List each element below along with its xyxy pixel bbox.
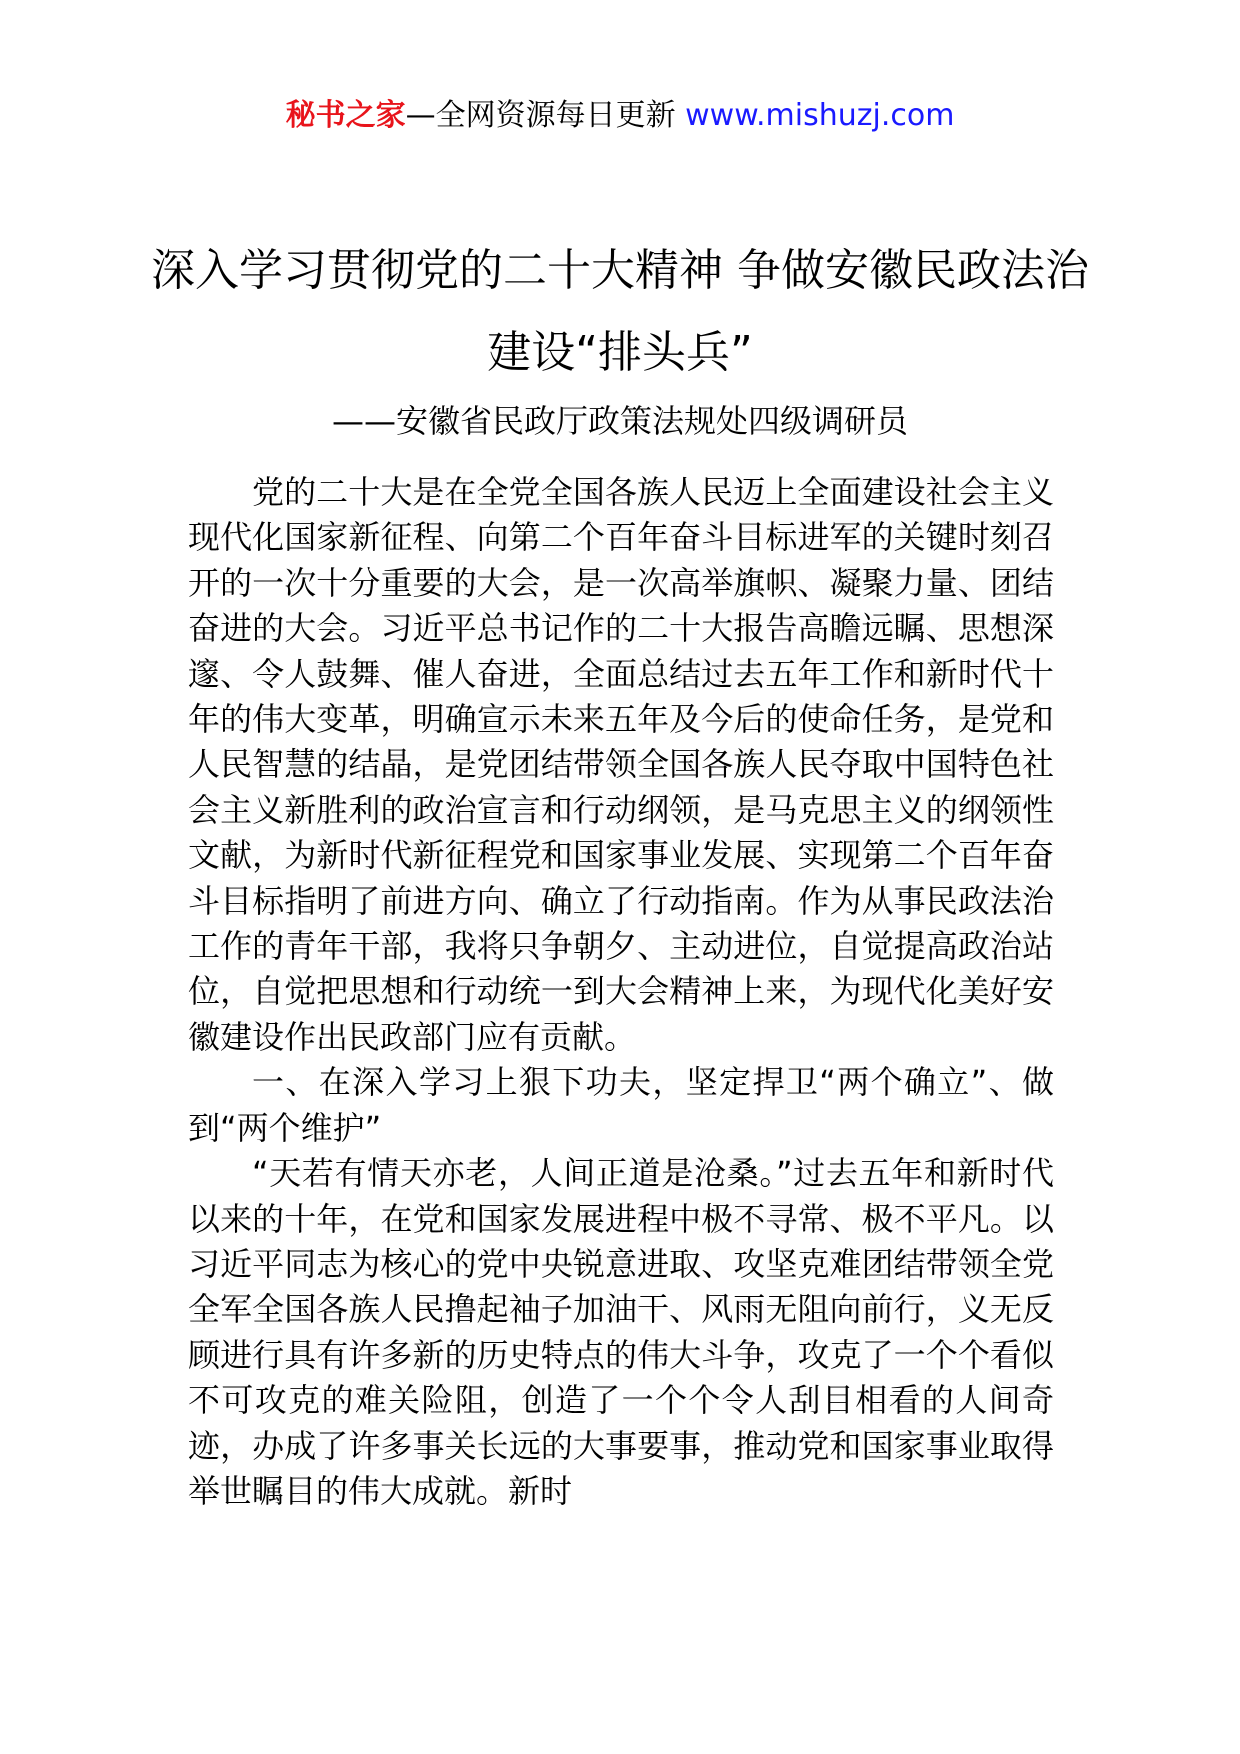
paragraph-intro: 党的二十大是在全党全国各族人民迈上全面建设社会主义现代化国家新征程、向第二个百年奋斗目标进军的关键时刻召开的一次十分重要的大会，是一次高举旗帜、凝聚力量、团结奋进的大会。习近平总书记作的二十大报告高瞻远瞩、思想深邃、令人鼓舞、催人奋进，全面总结过去五年工作和新时代十年的伟大变革，明确宣示未来五年及今后的使命任务，是党和人民智慧的结晶，是党团结带领全国各族人民夺取中国特色社会主义新胜利的政治宣言和行动纲领，是马克思主义的纲领性文献，为新时代新征程党和国家事业发展、实现第二个百年奋斗目标指明了前进方向、确立了行动指南。作为从事民政法治工作的青年干部，我将只争朝夕、主动进位，自觉提高政治站位，自觉把思想和行动统一到大会精神上来，为现代化美好安徽建设作出民政部门应有贡献。 <box>188 473 1054 1056</box>
document-body <box>188 470 1054 1514</box>
site-tagline: —全网资源每日更新 <box>405 98 686 133</box>
document-title: 深入学习贯彻党的二十大精神 争做安徽民政法治建设“排头兵” <box>151 245 1089 378</box>
site-brand: 秘书之家 <box>285 98 406 133</box>
site-header <box>0 96 1240 136</box>
site-url[interactable]: www.mishuzj.com <box>685 98 955 133</box>
section-heading-1: 一、在深入学习上狠下功夫，坚定捍卫“两个确立”、做到“两个维护” <box>188 1063 1054 1147</box>
paragraph-section-1: “天若有情天亦老，人间正道是沧桑。”过去五年和新时代以来的十年，在党和国家发展进程中极不寻常、极不平凡。以习近平同志为核心的党中央锐意进取、攻坚克难团结带领全党全军全国各族人民撸起袖子加油干、风雨无阻向前行，义无反顾进行具有许多新的历史特点的伟大斗争，攻克了一个个看似不可攻克的难关险阻，创造了一个个令人刮目相看的人间奇迹，办成了许多事关长远的大事要事，推动党和国家事业取得举世瞩目的伟大成就。新时 <box>188 1154 1054 1510</box>
document-subtitle: ——安徽省民政厅政策法规处四级调研员 <box>331 402 908 440</box>
